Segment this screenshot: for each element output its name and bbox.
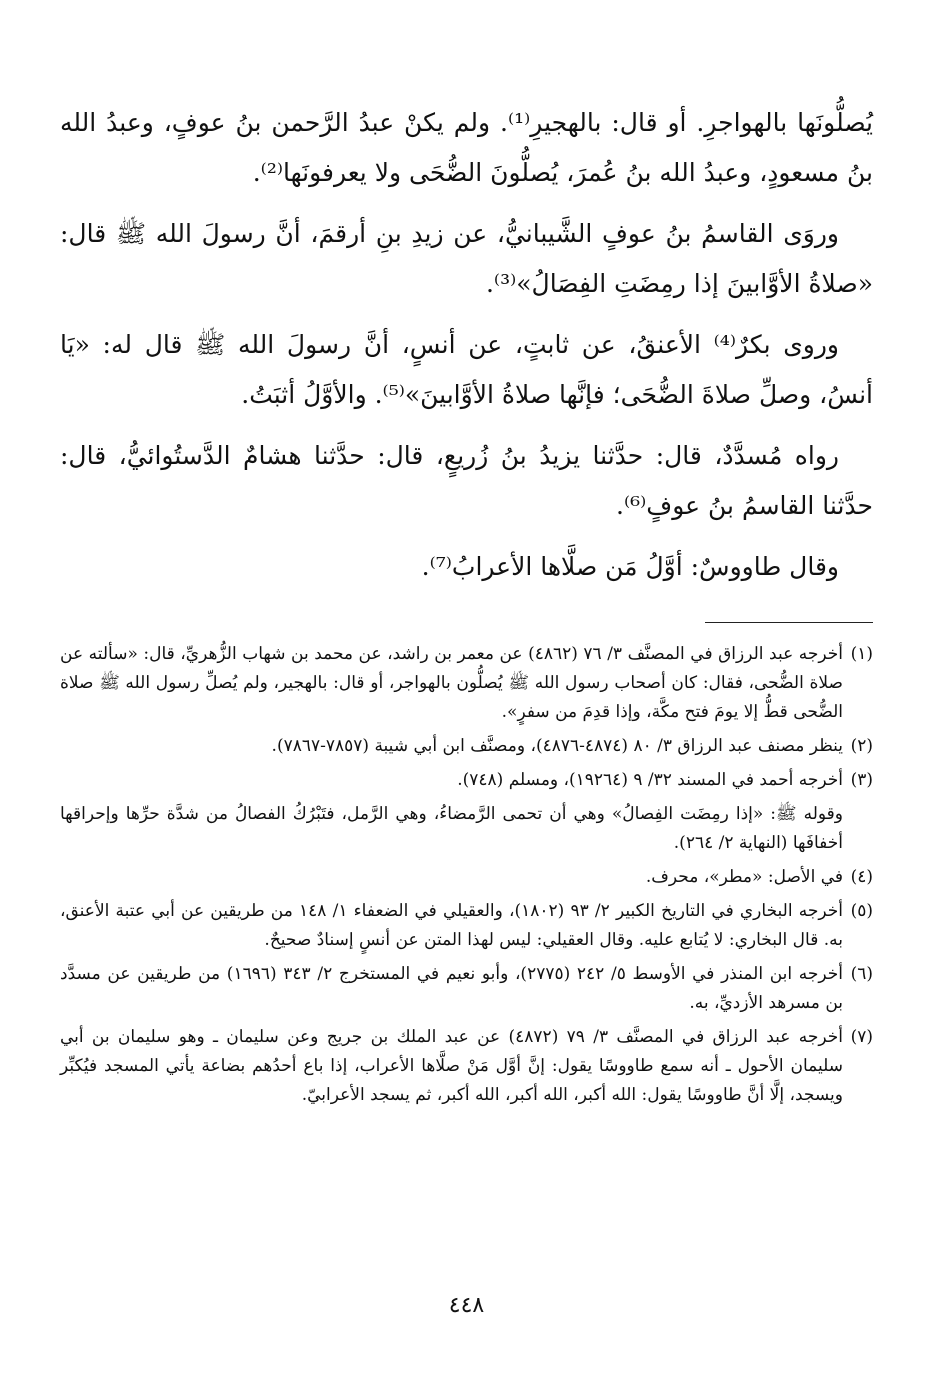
footnote-6 — [60, 960, 873, 1018]
footnote-3-continuation — [60, 800, 873, 858]
page-number: ٤٤٨ — [448, 1293, 485, 1318]
footnote-text: أخرجه عبد الرزاق في المصنَّف ٣/ ٧٩ (٤٨٧٢) عن عبد الملك بن جريج وعن سليمان ـ وهو سليمان بن أبي سليمان الأحول ـ أنه سمع طاووسًا يقول: إنَّ أوَّل مَنْ صلَّاها الأعراب، إذا باع أحدُهم بضاعة يأتي المسجد فيُكبِّر ويسجد، إلَّا أنَّ طاووسًا يقول: الله أكبر، الله أكبر، الله أكبر، ثم يسجد الأعرابيّ. — [60, 1027, 843, 1105]
footnote-number: (٦) — [850, 964, 873, 984]
footnote-number: (٥) — [850, 901, 873, 921]
footnote-text: أخرجه البخاري في التاريخ الكبير ٢/ ٩٣ (١٨٠٢)، والعقيلي في الضعفاء ١/ ١٤٨ من طريقين عن أبي عتبة الأعنق، به. قال البخاري: لا يُتابع عليه. وقال العقيلي: ليس لهذا المتن عن أنسٍ إسنادٌ صحيحٌ. — [60, 901, 843, 950]
footnote-text: ينظر مصنف عبد الرزاق ٣/ ٨٠ (٤٨٧٤-٤٨٧٦)، ومصنَّف ابن أبي شيبة (٧٨٥٧-٧٨٦٧). — [271, 736, 843, 756]
footnote-text: أخرجه أحمد في المسند ٣٢/ ٩ (١٩٢٦٤)، ومسلم (٧٤٨). — [457, 770, 843, 790]
footnote-1 — [60, 640, 873, 727]
paragraph: وروَى القاسمُ بنُ عوفٍ الشَّيبانيُّ، عن زيدِ بنِ أرقمَ، أنَّ رسولَ الله ﷺ قال: «صلاةُ الأوَّابينَ إذا رمِضَتِ الفِصَالُ»⁽³⁾. — [60, 219, 873, 298]
footnote-4 — [60, 863, 873, 892]
footnote-number: (٤) — [850, 867, 873, 887]
footnote-7 — [60, 1023, 873, 1110]
footnote-number: (٣) — [850, 770, 873, 790]
main-text — [60, 98, 873, 603]
footnote-2 — [60, 732, 873, 761]
paragraph: وقال طاووسٌ: أوَّلُ مَن صلَّاها الأعرابُ⁽⁷⁾. — [421, 552, 839, 581]
footnote-number: (١) — [850, 644, 873, 664]
paragraph: رواه مُسدَّدٌ، قال: حدَّثنا يزيدُ بنُ زُريعٍ، قال: حدَّثنا هشامٌ الدَّستُوائيُّ، قال: حدَّثنا القاسمُ بنُ عوفٍ⁽⁶⁾. — [60, 441, 873, 520]
footnote-text: أخرجه عبد الرزاق في المصنَّف ٣/ ٧٦ (٤٨٦٢) عن معمر بن راشد، عن محمد بن شهاب الزُّهريِّ، قال: «سألته عن صلاة الضُّحى، فقال: كان أصحاب رسول الله ﷺ يُصلُّون بالهواجر، أو قال: بالهجير، ولم يُصلِّ رسول الله ﷺ صلاة الضُّحى قطُّ إلا يومَ فتح مكَّة، وإذا قدِمَ من سفرٍ». — [60, 644, 843, 722]
footnote-3 — [60, 766, 873, 795]
footnote-5 — [60, 897, 873, 955]
paragraph: وروى بكرٌ⁽⁴⁾ الأعنقُ، عن ثابتٍ، عن أنسٍ، أنَّ رسولَ الله ﷺ قال له: «يَا أنسُ، وصلِّ صلاةَ الضُّحَى؛ فإنَّها صلاةُ الأوَّابينَ»⁽⁵⁾. والأوَّلُ أثبَتُ. — [60, 330, 873, 409]
footnote-separator — [705, 622, 873, 623]
footnote-number: (٢) — [850, 736, 873, 756]
footnote-text: وقوله ﷺ: «إذا رمِضَت الفِصالُ» وهي أن تحمى الرَّمضاءُ، وهي الرَّمل، فتَبْرُكُ الفصالُ من شدَّة حرِّها وإحراقها أخفافَها (النهاية ٢/ ٢٦٤). — [60, 804, 843, 853]
footnotes — [60, 640, 873, 1115]
footnote-number: (٧) — [850, 1027, 873, 1047]
footnote-text: في الأصل: «مطر»، محرف. — [645, 867, 843, 887]
paragraph: يُصلُّونَها بالهواجرِ. أو قال: بالهجيرِ⁽¹⁾. ولم يكنْ عبدُ الرَّحمن بنُ عوفٍ، وعبدُ الله بنُ مسعودٍ، وعبدُ الله بنُ عُمرَ، يُصلُّونَ الضُّحَى ولا يعرفونَها⁽²⁾. — [60, 108, 873, 187]
footnote-text: أخرجه ابن المنذر في الأوسط ٥/ ٢٤٢ (٢٧٧٥)، وأبو نعيم في المستخرج ٢/ ٣٤٣ (١٦٩٦) من طريقين عن مسدَّد بن مسرهد الأزديِّ، به. — [60, 964, 844, 1013]
